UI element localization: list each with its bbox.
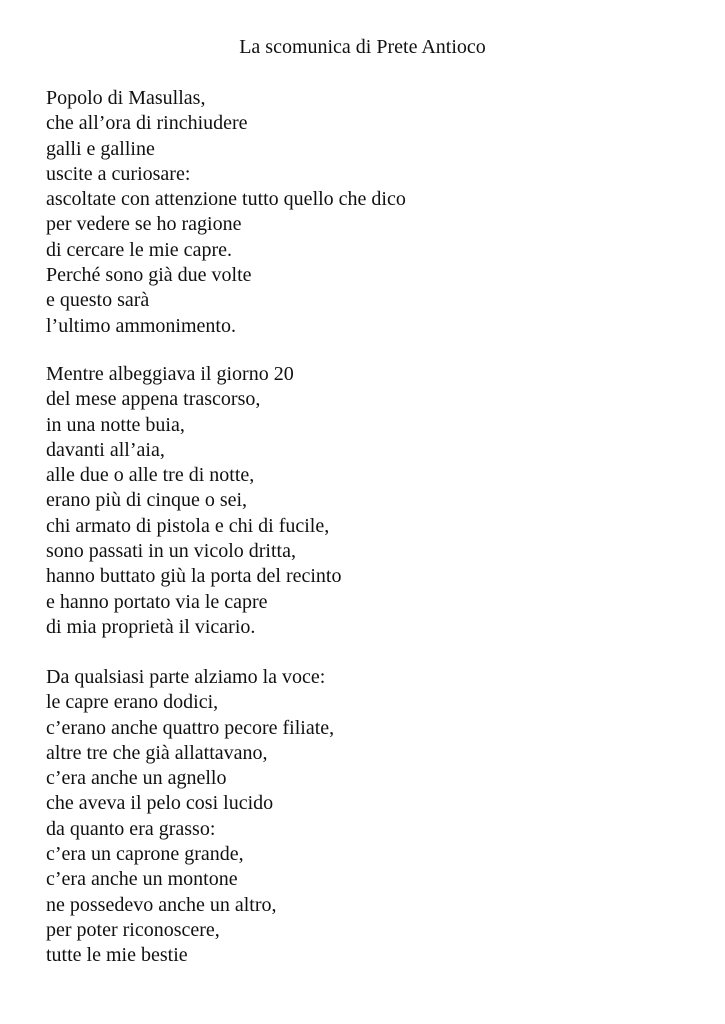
poem-line: di cercare le mie capre. xyxy=(46,238,232,261)
poem-line: in una notte buia, xyxy=(46,413,185,436)
poem-line: che aveva il pelo cosi lucido xyxy=(46,792,274,815)
poem-line: che all’ora di rinchiudere xyxy=(46,112,248,135)
poem-line: e questo sarà xyxy=(46,289,150,312)
poem-line: uscite a curiosare: xyxy=(46,162,191,185)
poem-line: davanti all’aia, xyxy=(46,438,165,461)
poem-line: sono passati in un vicolo dritta, xyxy=(46,540,296,563)
stanza-1 xyxy=(46,86,686,339)
stanza-2 xyxy=(46,362,686,640)
poem-line: Da qualsiasi parte alziamo la voce: xyxy=(46,666,326,688)
poem-line: c’era anche un agnello xyxy=(46,767,227,790)
poem-line: hanno buttato giù la porta del recinto xyxy=(46,565,342,588)
poem-line: c’era anche un montone xyxy=(46,868,238,891)
poem-line: da quanto era grasso: xyxy=(46,817,216,840)
poem-line: di mia proprietà il vicario. xyxy=(46,615,256,638)
poem-line: l’ultimo ammonimento. xyxy=(46,314,236,337)
poem-line: per poter riconoscere, xyxy=(46,918,220,941)
poem-line: c’era un caprone grande, xyxy=(46,843,244,866)
poem-line: c’erano anche quattro pecore filiate, xyxy=(46,716,335,739)
poem-line: ascoltate con attenzione tutto quello che dico xyxy=(46,188,406,211)
poem-line: del mese appena trascorso, xyxy=(46,388,261,411)
poem-line: tutte le mie bestie xyxy=(46,944,188,967)
poem-title: La scomunica di Prete Antioco xyxy=(239,36,486,58)
poem-line: galli e galline xyxy=(46,137,155,160)
poem-line: per vedere se ho ragione xyxy=(46,213,242,236)
poem-line: chi armato di pistola e chi di fucile, xyxy=(46,514,330,537)
poem-line: Mentre albeggiava il giorno 20 xyxy=(46,363,294,385)
poem-line: alle due o alle tre di notte, xyxy=(46,464,255,487)
poem-line: e hanno portato via le capre xyxy=(46,590,268,613)
poem-line: le capre erano dodici, xyxy=(46,691,219,714)
poem-line: altre tre che già allattavano, xyxy=(46,741,268,764)
poem-line: ne possedevo anche un altro, xyxy=(46,893,277,916)
poem-line: erano più di cinque o sei, xyxy=(46,489,248,512)
poem-line: Popolo di Masullas, xyxy=(46,87,206,109)
stanza-3 xyxy=(46,665,686,969)
poem-line: Perché sono già due volte xyxy=(46,264,252,287)
